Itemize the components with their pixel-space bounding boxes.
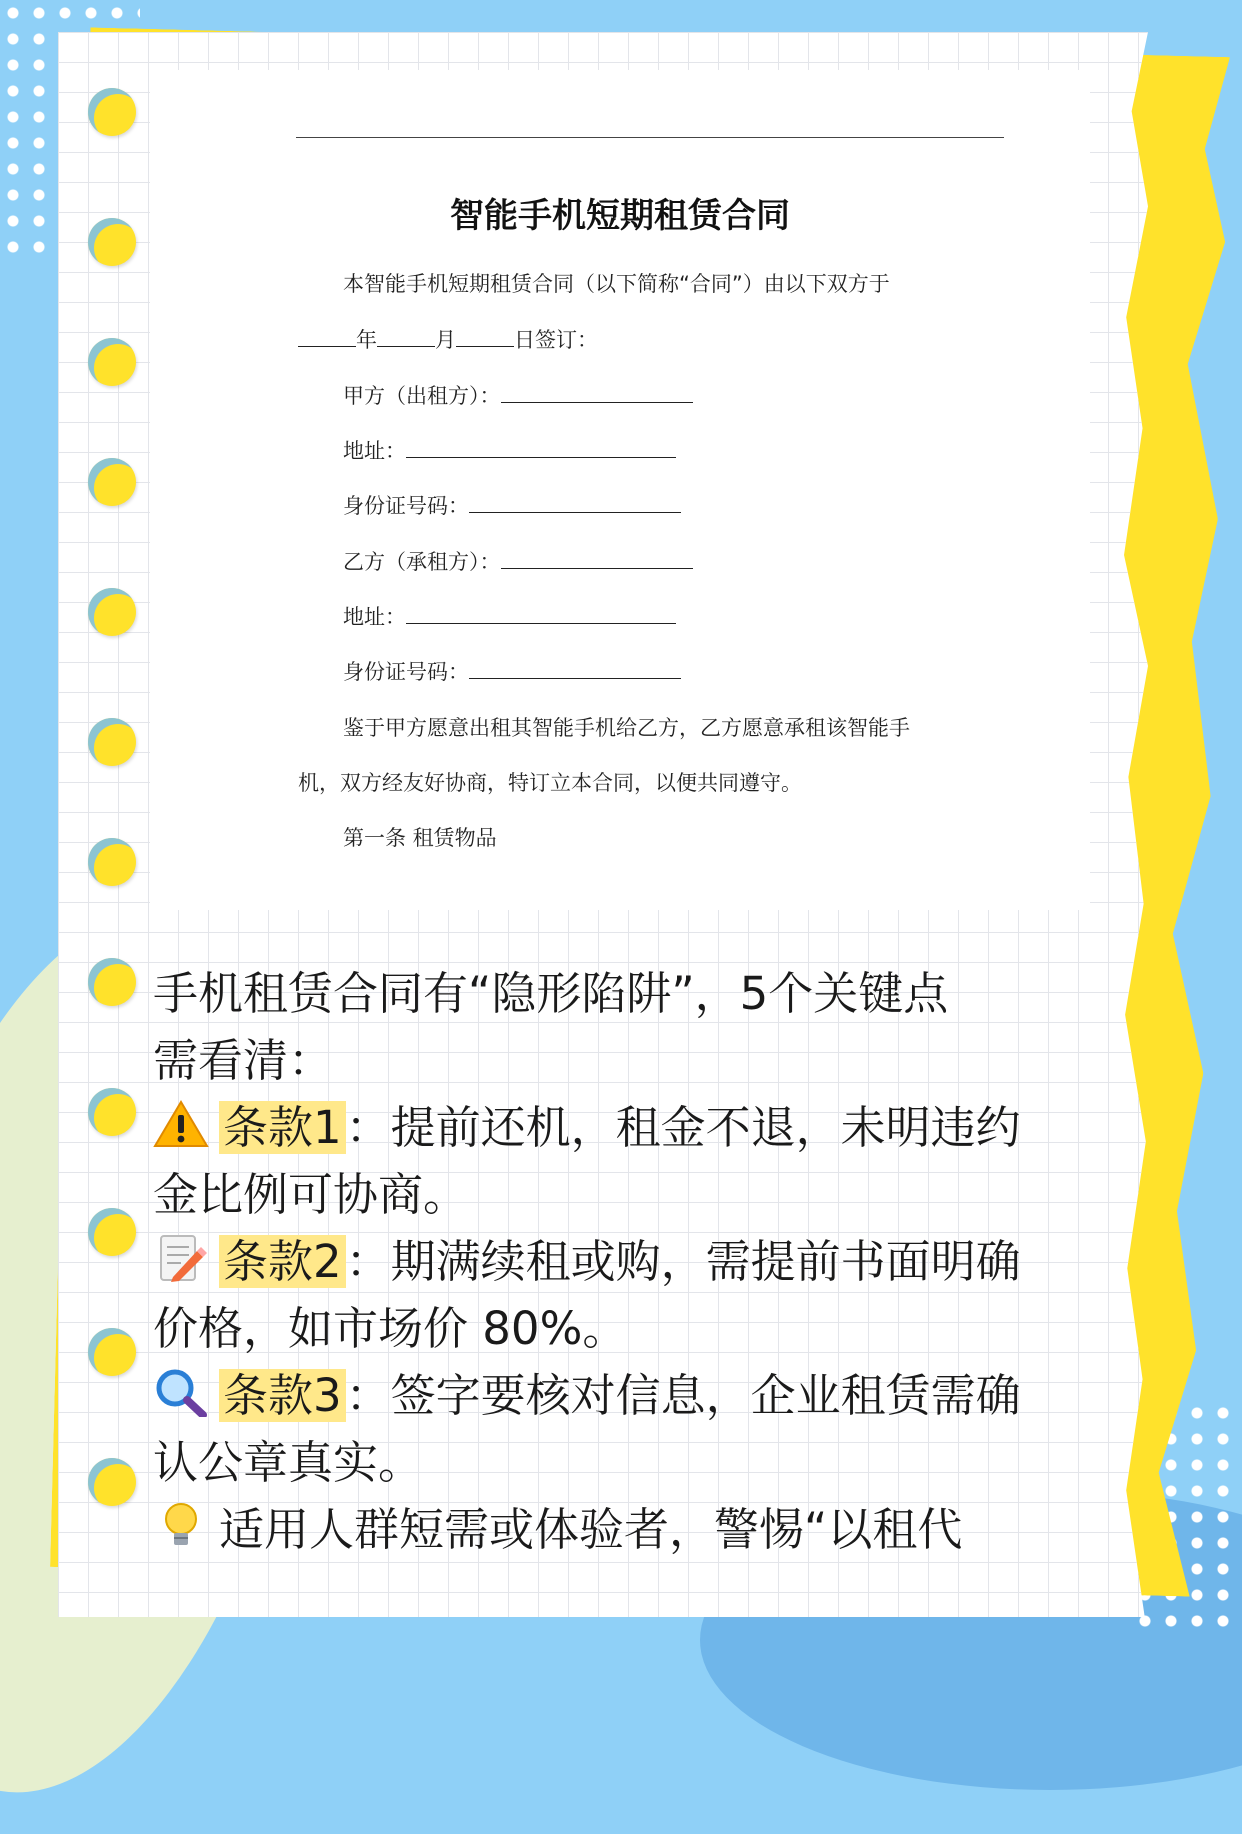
binder-hole [88,718,136,766]
binder-hole [88,338,136,386]
clause-label: 条款3 [219,1369,346,1422]
binder-hole [88,958,136,1006]
address-b-label: 地址： [343,605,406,629]
clause-item: 条款2：期满续租或购，需提前书面明确 价格，如市场价 80%。 [153,1235,1021,1355]
magnifier-icon [153,1367,209,1417]
caption-heading: 手机租赁合同有“隐形陷阱”，5个关键点 需看清： [153,967,949,1087]
clause-label: 条款2 [219,1235,346,1288]
address-b-blank [406,605,676,624]
address-a-blank [406,439,676,458]
binder-hole [88,218,136,266]
caption-block [153,960,1113,1563]
binder-hole [88,1458,136,1506]
intro-line: 本智能手机短期租赁合同（以下简称“合同”）由以下双方于 [343,272,890,296]
binder-hole [88,588,136,636]
id-b-line [343,656,681,686]
contract-title: 智能手机短期租赁合同 [450,196,790,236]
binder-hole [88,88,136,136]
party-b-label: 乙方（承租方）： [343,550,501,574]
clause-item: 条款1：提前还机，租金不退，未明违约 金比例可协商。 [153,1101,1021,1221]
id-a-line [343,490,681,520]
memo-icon [153,1233,209,1283]
id-a-blank [469,494,681,513]
id-a-label: 身份证号码： [343,494,469,518]
address-b-line [343,601,676,631]
party-b-blank [501,550,693,569]
day-blank [456,328,514,347]
clause-item: 条款3：签字要核对信息，企业租赁需确 认公章真实。 [153,1369,1021,1489]
contract-document [150,70,1090,910]
year-label: 年 [356,328,377,352]
purpose-line-1: 鉴于甲方愿意出租其智能手机给乙方，乙方愿意承租该智能手 [343,716,910,740]
binder-hole [88,458,136,506]
tip-line: 适用人群短需或体验者，警惕“以租代 [153,1496,1113,1563]
address-a-line [343,435,676,465]
month-label: 月 [435,328,456,352]
clause-label: 条款1 [219,1101,346,1154]
party-a-label: 甲方（出租方）： [343,384,501,408]
day-label: 日签订： [514,328,598,352]
binder-hole [88,1088,136,1136]
purpose-line-2: 机，双方经友好协商，特订立本合同，以便共同遵守。 [298,771,802,795]
id-b-label: 身份证号码： [343,660,469,684]
binder-hole [88,838,136,886]
party-a-line [343,380,693,410]
article-1-heading: 第一条 租赁物品 [343,826,497,850]
lightbulb-icon [153,1501,209,1551]
party-a-blank [501,384,693,403]
month-blank [377,328,435,347]
id-b-blank [469,660,681,679]
binder-hole [88,1208,136,1256]
year-blank [298,328,356,347]
binder-hole [88,1328,136,1376]
warning-icon [153,1099,209,1149]
address-a-label: 地址： [343,439,406,463]
date-line [298,324,598,354]
header-rule [296,137,1004,138]
party-b-line [343,546,693,576]
